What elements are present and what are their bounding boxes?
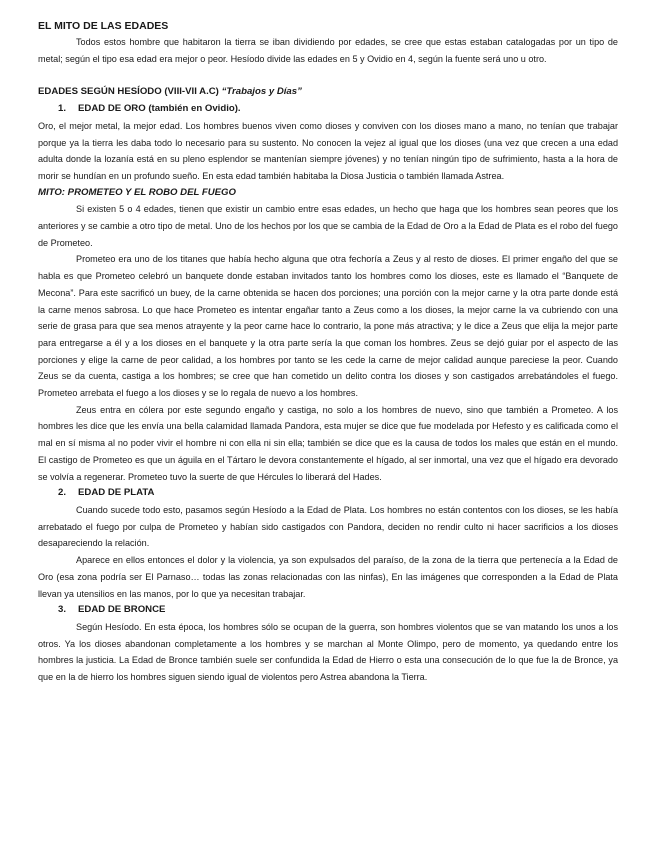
edad-plata-paragraph-2: Aparece en ellos entonces el dolor y la violencia, ya son expulsados del paraíso, de la zona de la tierra que pertenecía a la Edad de Oro (esa zona podría ser El Parnaso… todas las zonas relacionadas con las ninfas), En las imágenes que corresponden a la Edad de Plata llevan ya utensilios en las manos, por lo que ya necesitan trabajar. [38,555,618,599]
section-heading-text: EDADES SEGÚN HESÍODO (VIII-VII A.C) [38,86,219,98]
myth-heading: MITO: PROMETEO Y EL ROBO DEL FUEGO [38,186,236,198]
edad-plata-title: EDAD DE PLATA [78,487,155,499]
spacer [38,67,618,84]
section-heading-work: “Trabajos y Días” [221,86,302,98]
myth-paragraph-1: Si existen 5 o 4 edades, tienen que existir un cambio entre esas edades, un hecho que haga que los hombres sean peores que los anteriores y se cambie a otro tipo de metal. Uno de los hechos por los que se cambia de la Edad de Oro a la Edad de Plata es el robo del fuego de Prometeo. [38,204,618,248]
edad-plata-heading [58,485,618,502]
edad-oro-paragraph: Oro, el mejor metal, la mejor edad. Los hombres buenos viven como dioses y conviven con los dioses mano a mano, no tenían que trabajar porque ya la tierra les daba todo lo necesario para su sustento. No conocen la vejez al igual que los dioses (una vez que crecen a una edad adulta donde la lozanía está en su pleno esplendor se mantenían siempre jóvenes) y no tenían ningún tipo de sufrimiento, hasta a la hora de morir se hundían en un profundo sueño. En esta edad también habitaba la Diosa Justicia o también llamada Astrea. [38,120,618,181]
edad-plata-number: 2. [58,487,67,499]
edad-bronce-title: EDAD DE BRONCE [78,604,166,616]
edad-oro-heading [58,101,618,118]
intro-paragraph: Todos estos hombre que habitaron la tierra se iban dividiendo por edades, se cree que estas estaban catalogadas por un tipo de metal; según el tipo esa edad era mejor o peor. Hesíodo divide las edades en 5 y Ovidio en 4, según la fuente será uno u otro. [38,37,618,64]
edad-oro-number: 1. [58,103,67,115]
document-title: EL MITO DE LAS EDADES [38,20,169,32]
document-page [38,18,618,686]
edad-oro-title: EDAD DE ORO (también en Ovidio). [78,103,241,115]
edad-bronce-number: 3. [58,604,67,616]
edad-bronce-heading [58,602,618,619]
edad-bronce-paragraph-1: Según Hesíodo. En esta época, los hombres sólo se ocupan de la guerra, son hombres violentos que se van matando los unos a los otros. Ya los dioses abandonan completamente a los hombres y se marchan al Monte Olimpo, pero de momento, ya quedando entre los hombres la justicia. La Edad de Bronce también suele ser confundida la Edad de Hierro o esta una consecución de lo que fue la de Bronce, ya que en la de hierro los hombres siguen siendo igual de violentos pero Astrea abandona la Tierra. [38,621,618,683]
edad-plata-paragraph-1: Cuando sucede todo esto, pasamos según Hesíodo a la Edad de Plata. Los hombres no están contentos con los dioses, se les había arrebatado el fuego por culpa de Prometeo y habían sido castigados con Pandora, deciden no rendir culto ni hacer sacrificios a los dioses desapareciendo la relación. [38,504,618,549]
section-heading [38,84,618,101]
myth-paragraph-3: Zeus entra en cólera por este segundo engaño y castiga, no solo a los hombres de nuevo, sino que también a Prometeo. A los hombres les dice que les envía una bella calamidad llamada Pandora, esta mujer se dice que fue modelada por Hefesto y es calificada como el mal en sí misma al no poder vivir el hombre ni con ella ni sin ella; también se dice que es la causa de todos los males que están en el mundo. El castigo de Prometeo es que un águila en el Tártaro le devora constantemente el hígado, al ser inmortal, una vez que el hígado era devorado se volvía a regenerar. Prometeo tuvo la suerte de que Hércules lo liberará del Hades. [38,404,618,482]
myth-paragraph-2: Prometeo era uno de los titanes que había hecho alguna que otra fechoría a Zeus y al resto de dioses. El primer engaño del que se habla es que Prometeo celebró un banquete donde estaban invitados tanto los hombres como los dioses, este es llamado el “Banquete de Mecona”. Para este sacrificó un buey, de la carne obtenida se hacen dos porciones; una porción con la mejor carne y la otra parte donde está la carne menos sabrosa. Lo que hace Prometeo es intentar engañar tanto a Zeus como a los dioses, la mejor carne la va cubriendo con una serie de grasa para que sea menos atrayente y la peor carne hace lo contrario, la pone más atractiva; y le dice a Zeus que elija la mejor parte para entregarse a él y a los dioses en el banquete y la otra parte sería la que coman los hombres. Zeus se dejó guiar por el aspecto de las porciones y elige la carne de peor calidad, a los hombres por tanto se les cede la carne de mejor calidad aunque pareciese la peor. Cuando Zeus se da cuenta, castiga a los hombres; se cree que han cometido un delito contra los dioses y son castigados arrebatándoles el fuego. Prometeo arrebata el fuego a los dioses y se lo regala de nuevo a los hombres. [38,254,618,399]
